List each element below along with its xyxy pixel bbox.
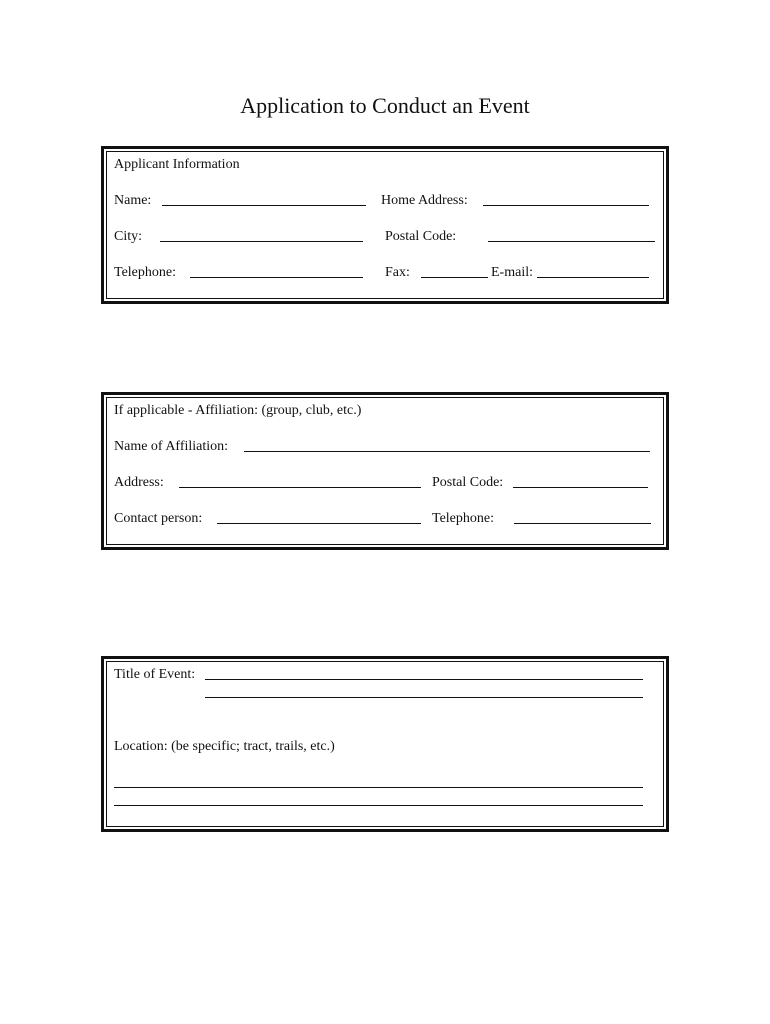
- fax-field[interactable]: [421, 277, 488, 278]
- home-address-label: Home Address:: [381, 193, 468, 208]
- affiliation-telephone-label: Telephone:: [432, 511, 494, 526]
- city-field[interactable]: [160, 241, 363, 242]
- affiliation-telephone-field[interactable]: [514, 523, 651, 524]
- affiliation-heading: If applicable - Affiliation: (group, club, etc.): [114, 403, 362, 418]
- name-field[interactable]: [162, 205, 366, 206]
- event-title-field[interactable]: [205, 679, 643, 680]
- contact-person-field[interactable]: [217, 523, 421, 524]
- location-label: Location: (be specific; tract, trails, etc.): [114, 739, 335, 754]
- affiliation-postal-code-field[interactable]: [513, 487, 648, 488]
- affiliation-name-field[interactable]: [244, 451, 650, 452]
- affiliation-address-label: Address:: [114, 475, 164, 490]
- contact-person-label: Contact person:: [114, 511, 203, 526]
- postal-code-field[interactable]: [488, 241, 655, 242]
- location-field[interactable]: [114, 787, 643, 788]
- applicant-information-heading: Applicant Information: [114, 157, 240, 172]
- event-section: [101, 656, 669, 832]
- location-field-line-2[interactable]: [114, 805, 643, 806]
- affiliation-postal-code-label: Postal Code:: [432, 475, 504, 490]
- affiliation-name-label: Name of Affiliation:: [114, 439, 229, 454]
- event-title-label: Title of Event:: [114, 667, 196, 682]
- email-field[interactable]: [537, 277, 649, 278]
- telephone-field[interactable]: [190, 277, 363, 278]
- event-title-field-line-2[interactable]: [205, 697, 643, 698]
- fax-label: Fax:: [385, 265, 410, 280]
- city-label: City:: [114, 229, 143, 244]
- document-title: Application to Conduct an Event: [240, 93, 530, 118]
- postal-code-label: Postal Code:: [385, 229, 457, 244]
- applicant-information-section: [101, 146, 669, 304]
- name-label: Name:: [114, 193, 152, 208]
- affiliation-address-field[interactable]: [179, 487, 421, 488]
- home-address-field[interactable]: [483, 205, 649, 206]
- telephone-label: Telephone:: [114, 265, 176, 280]
- email-label: E-mail:: [491, 265, 533, 280]
- affiliation-section: [101, 392, 669, 550]
